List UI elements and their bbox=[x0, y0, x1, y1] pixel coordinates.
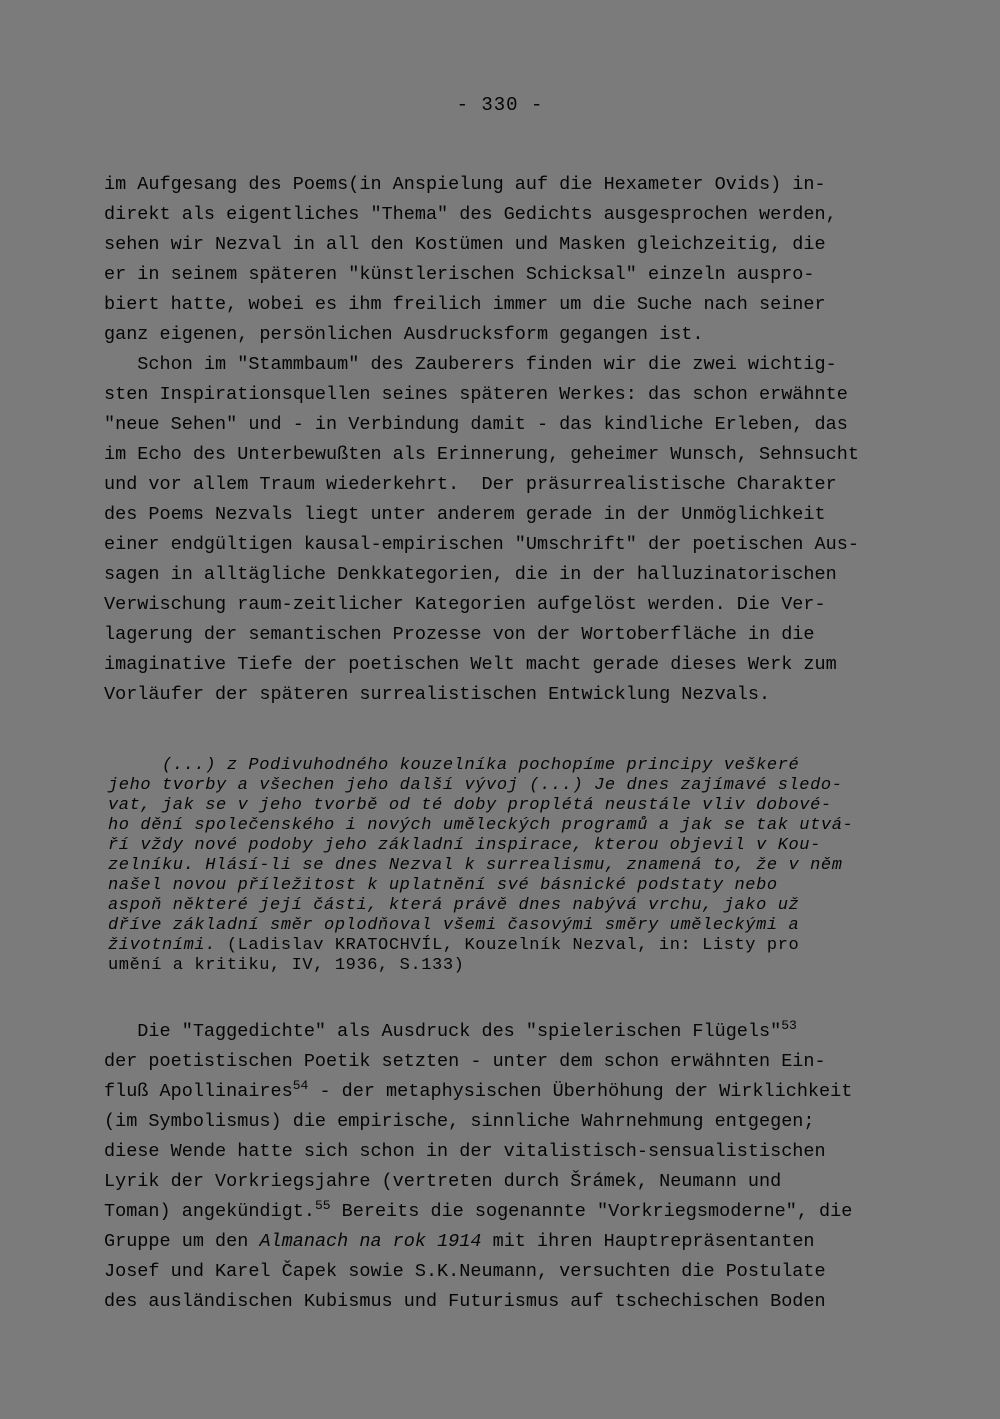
text-line: direkt als eigentliches "Thema" des Gedichts ausgesprochen werden, bbox=[104, 204, 837, 225]
quote-line: ho dění společenského i nových uměleckých programů a jak se tak utvá- bbox=[108, 816, 854, 835]
footnote-ref[interactable]: 55 bbox=[314, 1197, 331, 1213]
text-line: sehen wir Nezval in all den Kostümen und Masken gleichzeitig, die bbox=[104, 234, 826, 255]
text-line: einer endgültigen kausal-empirischen "Umschrift" der poetischen Aus- bbox=[104, 534, 859, 555]
quote-line: ří vždy nové podoby jeho základní inspirace, kterou objevil v Kou- bbox=[108, 836, 821, 855]
text-span: Gruppe um den bbox=[104, 1231, 260, 1252]
text-line: im Echo des Unterbewußten als Erinnerung, geheimer Wunsch, Sehnsucht bbox=[104, 444, 859, 465]
text-span: Bereits die sogenannte "Vorkriegsmoderne", die bbox=[330, 1201, 853, 1222]
text-line: lagerung der semantischen Prozesse von der Wortoberfläche in die bbox=[104, 624, 815, 645]
text-line: imaginative Tiefe der poetischen Welt macht gerade dieses Werk zum bbox=[104, 654, 837, 675]
quote-citation-line bbox=[108, 936, 799, 956]
quote-line: zelníku. Hlásí-li se dnes Nezval k surrealismu, znamená to, že v něm bbox=[108, 856, 843, 875]
text-line: der poetistischen Poetik setzten - unter dem schon erwähnten Ein- bbox=[104, 1051, 826, 1072]
quote-citation-line bbox=[108, 956, 464, 976]
quote-citation: (Ladislav KRATOCHVÍL, Kouzelník Nezval, in: Listy pro bbox=[216, 936, 800, 955]
text-span: fluß Apollinaires bbox=[104, 1081, 293, 1102]
footnote-ref[interactable]: 53 bbox=[781, 1017, 797, 1033]
text-line: Vorläufer der späteren surrealistischen Entwicklung Nezvals. bbox=[104, 684, 771, 705]
text-line: sagen in alltägliche Denkkategorien, die in der halluzinatorischen bbox=[104, 564, 837, 585]
text-line: "neue Sehen" und - in Verbindung damit - das kindliche Erleben, das bbox=[104, 414, 848, 435]
text-line: Verwischung raum-zeitlicher Kategorien aufgelöst werden. Die Ver- bbox=[104, 594, 826, 615]
work-title: Almanach na rok 1914 bbox=[259, 1231, 482, 1252]
quote-line: vat, jak se v jeho tvorbě od té doby proplétá neustále vliv dobové- bbox=[108, 796, 832, 815]
text-line bbox=[104, 1197, 853, 1223]
text-line: ganz eigenen, persönlichen Ausdrucksform gegangen ist. bbox=[104, 324, 704, 345]
quote-line: jeho tvorby a všechen jeho další vývoj (...) Je dnes zajímavé sledo- bbox=[108, 776, 843, 795]
text-span: Toman) angekündigt. bbox=[104, 1201, 315, 1222]
text-line: biert hatte, wobei es ihm freilich immer um die Suche nach seiner bbox=[104, 294, 826, 315]
quote-line: aspoň některé její části, která právě dnes nabývá vrchu, jako už bbox=[108, 896, 800, 915]
quote-line: (...) z Podivuhodného kouzelníka pochopíme principy veškeré bbox=[108, 756, 800, 775]
text-line: er in seinem späteren "künstlerischen Schicksal" einzeln auspro- bbox=[104, 264, 815, 285]
quote-line: našel novou příležitost k uplatnění své básnické podstaty nebo bbox=[108, 876, 778, 895]
page-number: - 330 - bbox=[456, 94, 544, 116]
text-line: diese Wende hatte sich schon in der vitalistisch-sensualistischen bbox=[104, 1141, 826, 1162]
quote-last-italic: životními. bbox=[108, 936, 217, 955]
quote-line: dříve základní směr oplodňoval všemi časovými směry uměleckými a bbox=[108, 916, 800, 935]
text-line: des Poems Nezvals liegt unter anderem gerade in der Unmöglichkeit bbox=[104, 504, 826, 525]
footnote-ref[interactable]: 54 bbox=[292, 1077, 309, 1093]
text-line bbox=[104, 1017, 797, 1043]
text-line: Schon im "Stammbaum" des Zauberers finden wir die zwei wichtig- bbox=[104, 354, 837, 375]
text-line: Lyrik der Vorkriegsjahre (vertreten durch Šrámek, Neumann und bbox=[104, 1171, 782, 1192]
text-line: im Aufgesang des Poems(in Anspielung auf die Hexameter Ovids) in- bbox=[104, 174, 826, 195]
text-span: - der metaphysischen Überhöhung der Wirklichkeit bbox=[308, 1081, 853, 1102]
text-line bbox=[104, 1231, 815, 1253]
text-line: des ausländischen Kubismus und Futurismus auf tschechischen Boden bbox=[104, 1291, 826, 1312]
text-span: mit ihren Hauptrepräsentanten bbox=[481, 1231, 815, 1252]
text-line: Josef und Karel Čapek sowie S.K.Neumann, versuchten die Postulate bbox=[104, 1261, 826, 1282]
text-line: und vor allem Traum wiederkehrt. Der präsurrealistische Charakter bbox=[104, 474, 837, 495]
text-span: Die "Taggedichte" als Ausdruck des "spielerischen Flügels" bbox=[104, 1021, 782, 1042]
text-line bbox=[104, 1077, 853, 1103]
text-line: (im Symbolismus) die empirische, sinnliche Wahrnehmung entgegen; bbox=[104, 1111, 815, 1132]
text-line: sten Inspirationsquellen seines späteren Werkes: das schon erwähnte bbox=[104, 384, 848, 405]
quote-citation-end: umění a kritiku, IV, 1936, S.133) bbox=[108, 956, 465, 975]
